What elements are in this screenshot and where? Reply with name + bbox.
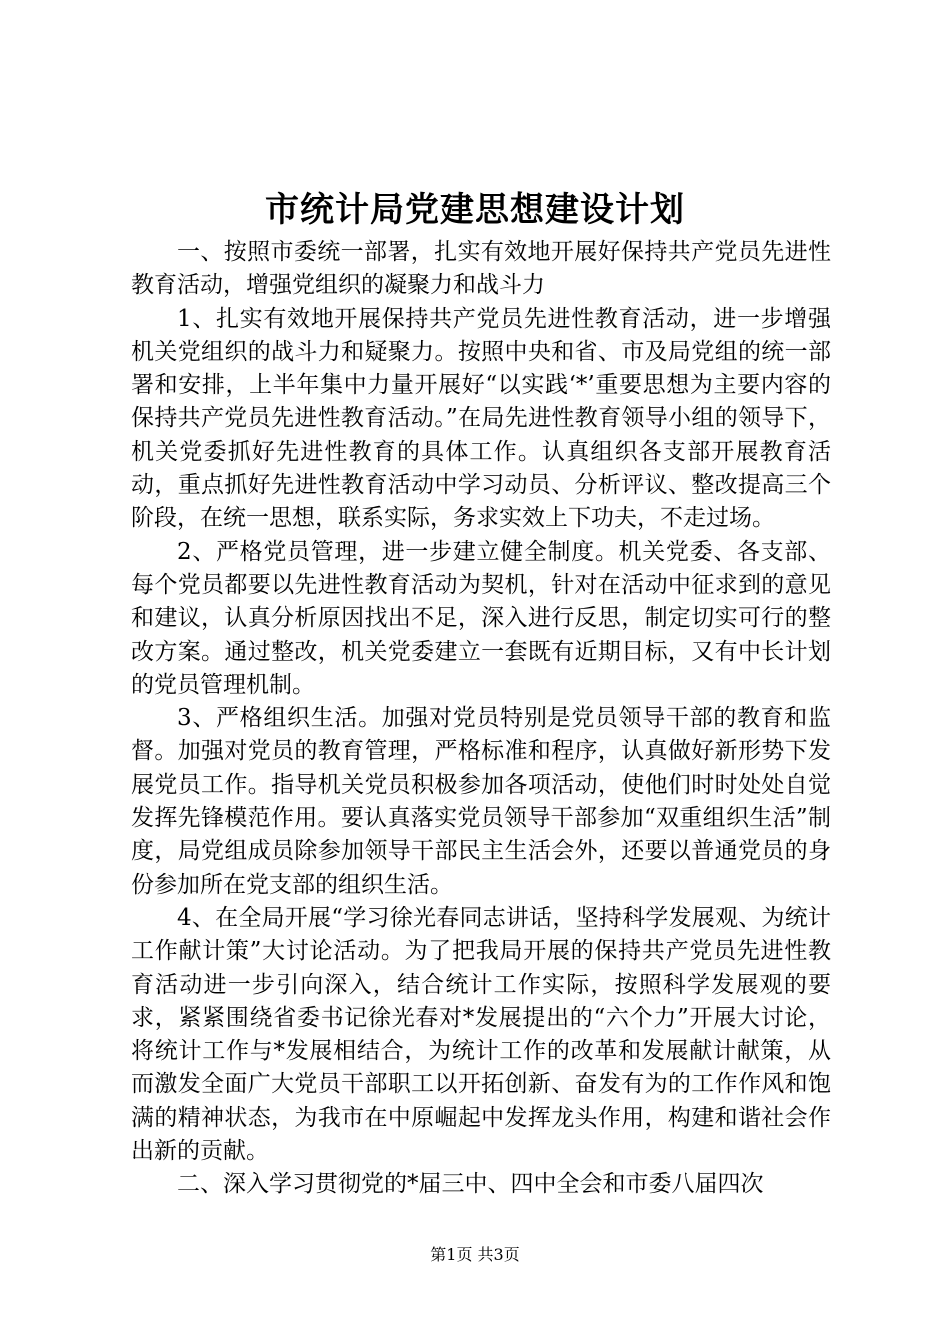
paragraph-item-2: 2、严格党员管理，进一步建立健全制度。机关党委、各支部、每个党员都要以先进性教育活动为契机，针对在活动中征求到的意见和建议，认真分析原因找出不足，深入进行反思，制定切实可行的整改方案。通过整改，机关党委建立一套既有近期目标，又有中长计划的党员管理机制。: [131, 538, 831, 698]
document-body: [131, 236, 831, 1202]
document-title: 市统计局党建思想建设计划: [265, 190, 685, 230]
paragraph-item-3: 3、严格组织生活。加强对党员特别是党员领导干部的教育和监督。加强对党员的教育管理，严格标准和程序，认真做好新形势下发展党员工作。指导机关党员积极参加各项活动，使他们时时处处自觉发挥先锋模范作用。要认真落实党员领导干部参加“双重组织生活”制度，局党组成员除参加领导干部民主生活会外，还要以普通党员的身份参加所在党支部的组织生活。: [131, 705, 831, 898]
paragraph-section-1-heading: 一、按照市委统一部署，扎实有效地开展好保持共产党员先进性教育活动，增强党组织的凝聚力和战斗力: [131, 239, 831, 299]
paragraph-item-1: 1、扎实有效地开展保持共产党员先进性教育活动，进一步增强机关党组织的战斗力和疑聚力。按照中央和省、市及局党组的统一部署和安排，上半年集中力量开展好“以实践‘*’重要思想为主要内容的保持共产党员先进性教育活动。”在局先进性教育领导小组的领导下，机关党委抓好先进性教育的具体工作。认真组织各支部开展教育活动，重点抓好先进性教育活动中学习动员、分析评议、整改提高三个阶段，在统一思想，联系实际，务求实效上下功夫，不走过场。: [131, 305, 831, 532]
paragraph-section-2-heading: 二、深入学习贯彻党的*届三中、四中全会和市委八届四次: [177, 1171, 764, 1198]
page-number-footer: 第1页 共3页: [430, 1245, 520, 1264]
paragraph-item-4: 4、在全局开展“学习徐光春同志讲话，坚持科学发展观、为统计工作献计策”大讨论活动。为了把我局开展的保持共产党员先进性教育活动进一步引向深入，结合统计工作实际，按照科学发展观的要求，紧紧围绕省委书记徐光春对*发展提出的“六个力”开展大讨论，将统计工作与*发展相结合，为统计工作的改革和发展献计献策，从而激发全面广大党员干部职工以开拓创新、奋发有为的工作作风和饱满的精神状态，为我市在中原崛起中发挥龙头作用，构建和谐社会作出新的贡献。: [131, 904, 831, 1165]
